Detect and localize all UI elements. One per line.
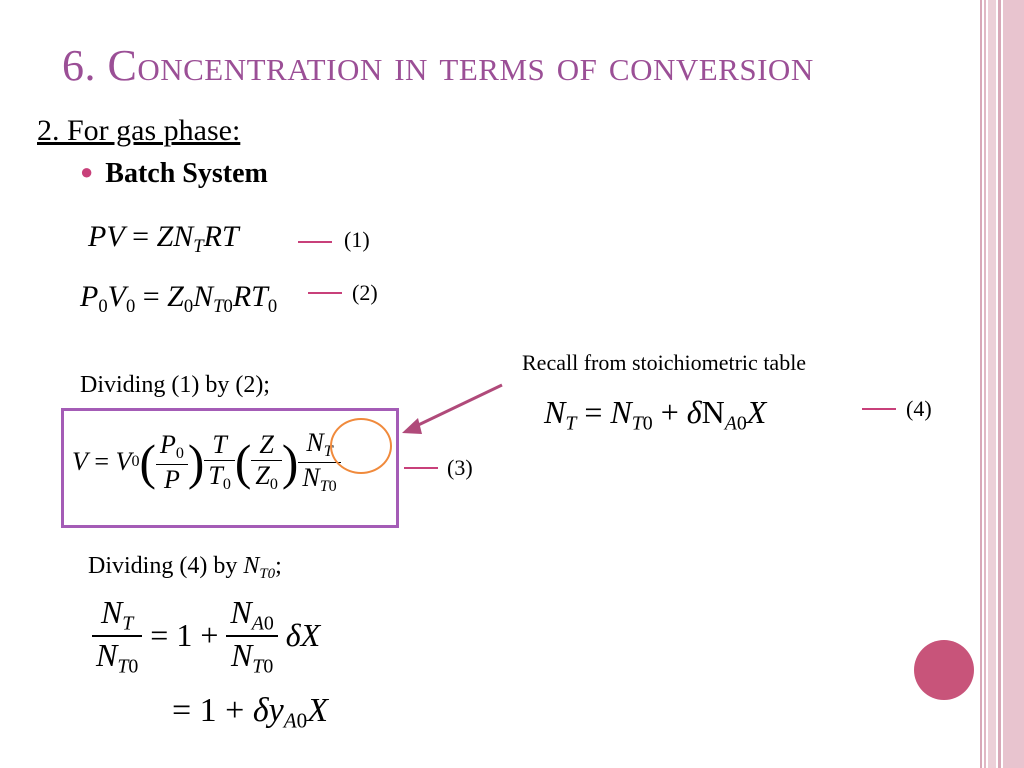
equation-3-tag: (3) (447, 455, 473, 480)
dividing-4-prefix: Dividing (4) by (88, 553, 238, 579)
equation-2-tag: (2) (352, 280, 378, 305)
equation-5: $\frac{N_T}{N_T0}$ = 1 + $\frac{N_A0}{N_T0}$ δX (92, 594, 320, 678)
section-heading: 2. For gas phase: (37, 114, 241, 147)
bullet-dot-icon: ● (80, 159, 94, 184)
bullet-label: Batch System (105, 158, 268, 189)
dividing-1-by-2-text: Dividing (1) by (2); (80, 372, 270, 398)
equation-1: PV = $ZN_TRT$ (88, 220, 239, 257)
dividing-4-suffix: ; (275, 553, 282, 579)
equation-4: $N_T = N_T0 + \delta N_A0X$ (544, 394, 767, 435)
recall-note: Recall from stoichiometric table (522, 350, 807, 375)
equation-6: = $1 + \delta y_A0X$ (172, 692, 328, 733)
decorative-circle (914, 640, 974, 700)
equation-2: $P0V0 = Z0N_T0RT0$ (80, 280, 278, 317)
equation-3: V = V 0 ( $\frac{P0}{P}$ ) $\frac{T}{T0}$ ( $\frac{Z}{Z0}$ ) $\frac{N_T}{N_T0}$ (72, 428, 341, 497)
dividing-4-text: Dividing (4) by $N_{T0}$; (88, 553, 282, 582)
slide-title: 6. Concentration in terms of conversion (62, 41, 814, 90)
equation-4-tag: (4) (906, 396, 932, 421)
equation-1-tag: (1) (344, 227, 370, 252)
